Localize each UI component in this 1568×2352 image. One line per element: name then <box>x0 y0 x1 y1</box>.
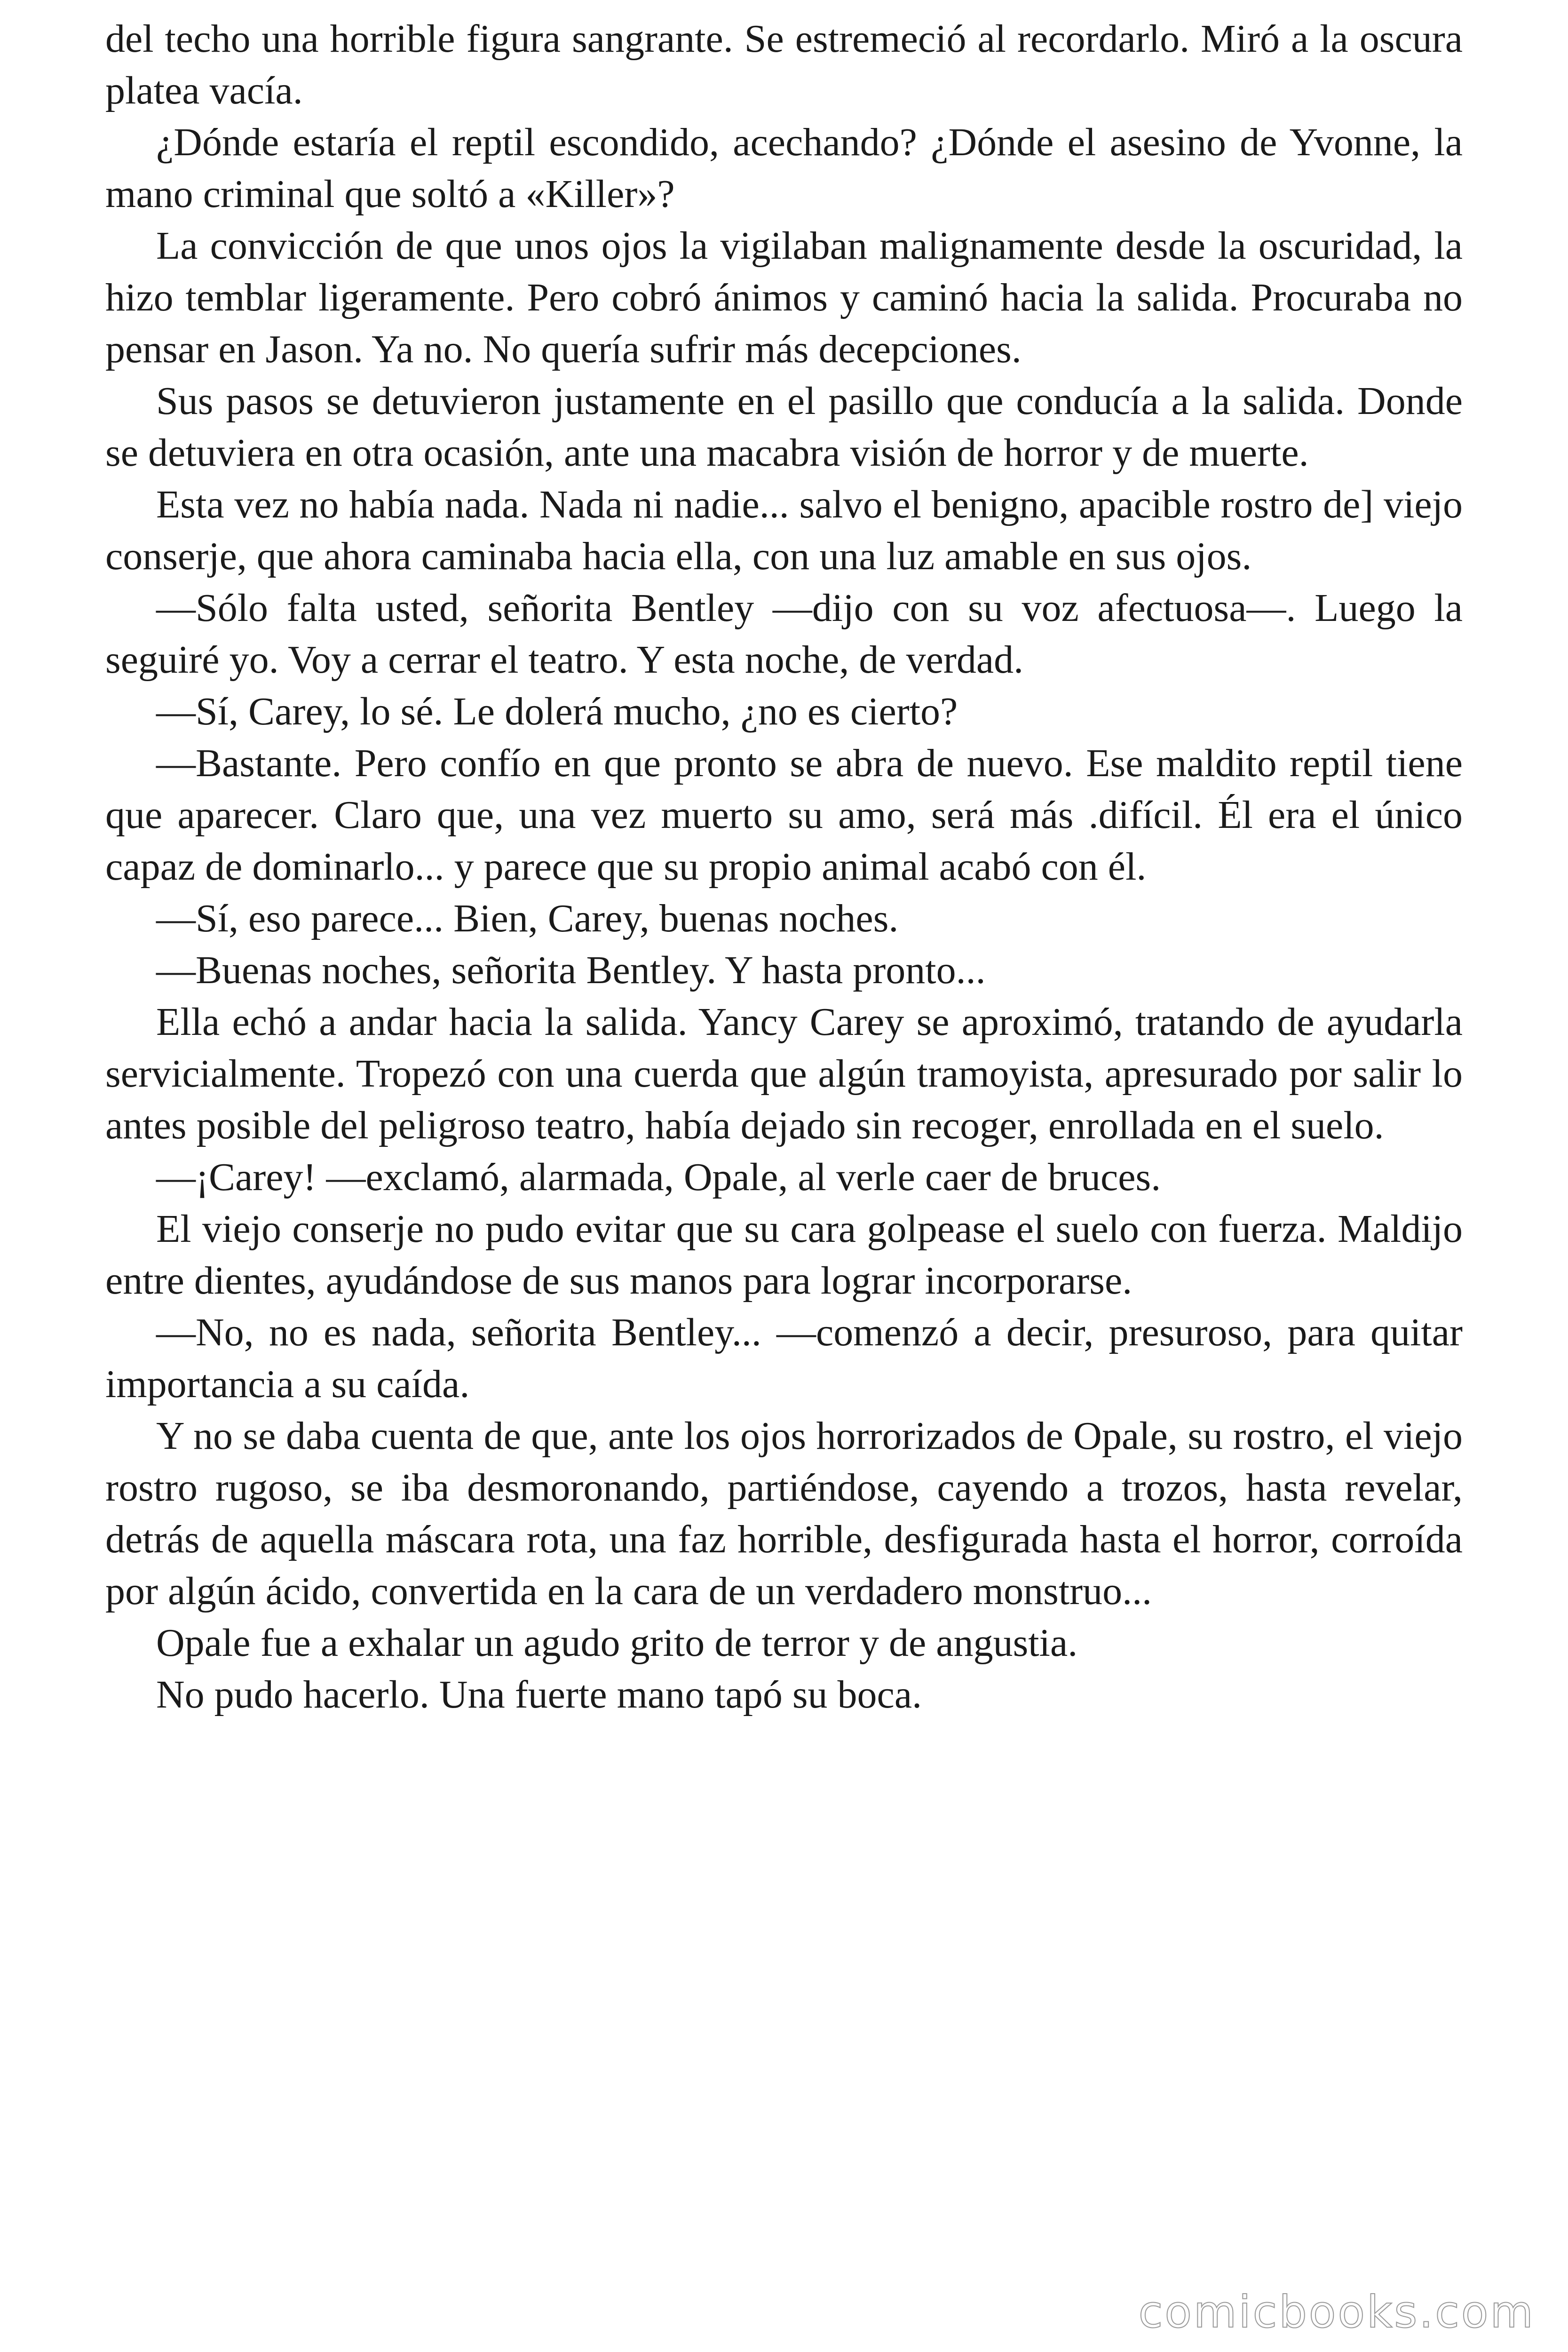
paragraph-13: El viejo conserje no pudo evitar que su cara golpease el suelo con fuerza. Maldijo entre dientes, ayudándose de sus manos para lograr incorporarse. <box>105 1207 1463 1303</box>
paragraph-6: —Sólo falta usted, señorita Bentley —dijo con su voz afectuosa—. Luego la seguiré yo. Voy a cerrar el teatro. Y esta noche, de verdad. <box>105 586 1463 682</box>
paragraph-4: Sus pasos se detuvieron justamente en el pasillo que conducía a la salida. Donde se detuviera en otra ocasión, ante una macabra visión de horror y de muerte. <box>105 379 1463 475</box>
paragraph-9: —Sí, eso parece... Bien, Carey, buenas noches. <box>156 897 899 940</box>
paragraph-16: Opale fue a exhalar un agudo grito de terror y de angustia. <box>156 1621 1078 1665</box>
paragraph-10: —Buenas noches, señorita Bentley. Y hasta pronto... <box>156 948 986 992</box>
paragraph-7: —Sí, Carey, lo sé. Le dolerá mucho, ¿no es cierto? <box>156 690 958 733</box>
paragraph-14: —No, no es nada, señorita Bentley... —comenzó a decir, presuroso, para quitar importancia a su caída. <box>105 1311 1463 1406</box>
paragraph-1: del techo una horrible figura sangrante. Se estremeció al recordarlo. Miró a la oscura platea vacía. <box>105 17 1463 112</box>
paragraph-17: No pudo hacerlo. Una fuerte mano tapó su boca. <box>156 1673 922 1716</box>
paragraph-3: La convicción de que unos ojos la vigilaban malignamente desde la oscuridad, la hizo temblar ligeramente. Pero cobró ánimos y caminó hacia la salida. Procuraba no pensar en Jason. Ya no. No quería sufrir más decepciones. <box>105 224 1463 371</box>
paragraph-5: Esta vez no había nada. Nada ni nadie... salvo el benigno, apacible rostro de] viejo conserje, que ahora caminaba hacia ella, con una luz amable en sus ojos. <box>105 483 1463 578</box>
paragraph-12: —¡Carey! —exclamó, alarmada, Opale, al verle caer de bruces. <box>156 1155 1161 1199</box>
paragraph-2: ¿Dónde estaría el reptil escondido, acechando? ¿Dónde el asesino de Yvonne, la mano criminal que soltó a «Killer»? <box>105 120 1463 216</box>
watermark: comicbooks.com <box>1138 2287 1535 2338</box>
page-body <box>105 13 1463 1721</box>
paragraph-8: —Bastante. Pero confío en que pronto se abra de nuevo. Ese maldito reptil tiene que aparecer. Claro que, una vez muerto su amo, será más .difícil. Él era el único capaz de dominarlo... y parece que su propio animal acabó con él. <box>105 741 1463 889</box>
paragraph-15: Y no se daba cuenta de que, ante los ojos horrorizados de Opale, su rostro, el viejo rostro rugoso, se iba desmoronando, partiéndose, cayendo a trozos, hasta revelar, detrás de aquella máscara rota, una faz horrible, desfigurada hasta el horror, corroída por algún ácido, convertida en la cara de un verdadero monstruo... <box>105 1414 1463 1613</box>
paragraph-11: Ella echó a andar hacia la salida. Yancy Carey se aproximó, tratando de ayudarla servicialmente. Tropezó con una cuerda que algún tramoyista, apresurado por salir lo antes posible del peligroso teatro, había dejado sin recoger, enrollada en el suelo. <box>105 1000 1463 1147</box>
